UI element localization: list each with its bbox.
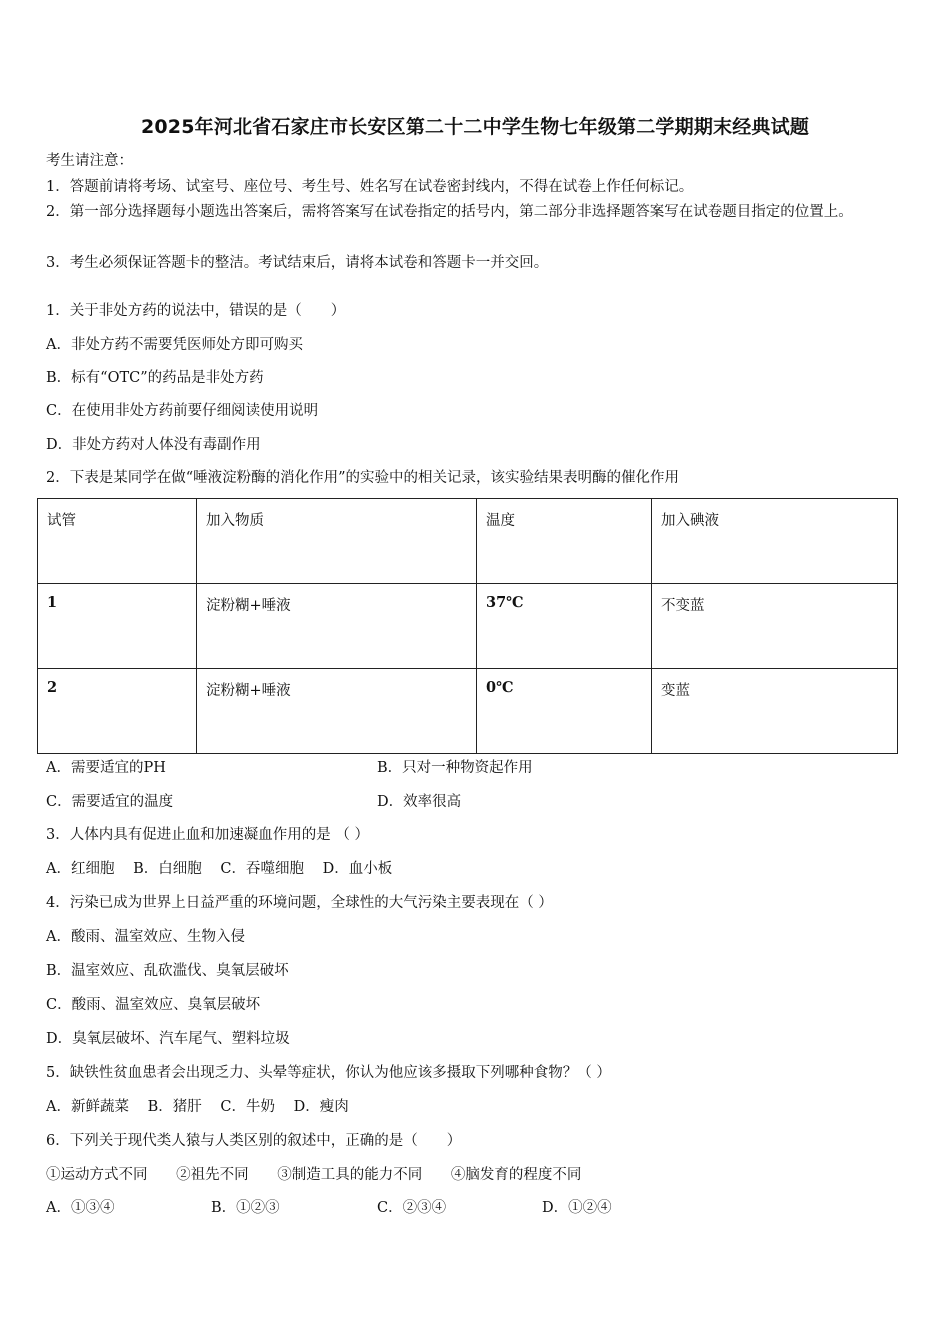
q6-statements (46, 1165, 581, 1185)
notice-item: 1．答题前请将考场、试室号、座位号、考生号、姓名写在试卷密封线内，不得在试卷上作任何标记。 (46, 179, 694, 195)
q1-stem: 1．关于非处方药的说法中，错误的是（ ） (46, 303, 346, 319)
q6-statement: ④脑发育的程度不同 (450, 1167, 582, 1183)
table-cell: 淀粉糊+唾液 (197, 669, 477, 754)
q3-option: D．血小板 (322, 861, 393, 877)
q2-table (37, 498, 898, 754)
q6-option: D．①②④ (542, 1200, 612, 1216)
q4-option: D．臭氧层破坏、汽车尾气、塑料垃圾 (46, 1031, 290, 1047)
q6-option: C．②③④ (377, 1200, 447, 1216)
notice-item: 2．第一部分选择题每小题选出答案后，需将答案写在试卷指定的括号内，第二部分非选择题答案写在试卷题目指定的位置上。 (46, 204, 853, 220)
q6-stem: 6．下列关于现代类人猿与人类区别的叙述中，正确的是（ ） (46, 1133, 462, 1149)
q5-option: C．牛奶 (220, 1099, 275, 1115)
q5-options (46, 1097, 349, 1117)
q2-option: A．需要适宜的PH (46, 760, 166, 776)
q4-option: A．酸雨、温室效应、生物入侵 (46, 929, 245, 945)
q1-option: C．在使用非处方药前要仔细阅读使用说明 (46, 403, 319, 419)
q4-option: C．酸雨、温室效应、臭氧层破坏 (46, 997, 261, 1013)
q5-stem: 5．缺铁性贫血患者会出现乏力、头晕等症状，你认为他应该多摄取下列哪种食物？（ ） (46, 1065, 611, 1081)
q1-option: D．非处方药对人体没有毒副作用 (46, 437, 261, 453)
q1-option: A．非处方药不需要凭医师处方即可购买 (46, 337, 303, 353)
q2-stem: 2．下表是某同学在做“唾液淀粉酶的消化作用”的实验中的相关记录，该实验结果表明酶的催化作用 (46, 470, 680, 486)
table-row (38, 669, 898, 754)
table-cell: 不变蓝 (652, 584, 898, 669)
table-cell: 变蓝 (652, 669, 898, 754)
table-header-cell: 试管 (38, 499, 197, 584)
q6-statement: ①运动方式不同 (46, 1167, 148, 1183)
q6-statement: ②祖先不同 (176, 1167, 249, 1183)
table-header-cell: 温度 (477, 499, 652, 584)
q2-option: D．效率很高 (377, 794, 462, 810)
q3-option: B．白细胞 (133, 861, 202, 877)
notice-heading: 考生请注意： (46, 153, 133, 169)
page-title: 2025年河北省石家庄市长安区第二十二中学生物七年级第二学期期末经典试题 (140, 116, 810, 138)
q5-option: B．猪肝 (147, 1099, 202, 1115)
table-header-row (38, 499, 898, 584)
table-cell: 0℃ (477, 669, 652, 754)
table-cell: 淀粉糊+唾液 (197, 584, 477, 669)
q3-option: C．吞噬细胞 (220, 861, 304, 877)
table-row (38, 584, 898, 669)
q3-stem: 3．人体内具有促进止血和加速凝血作用的是 （ ） (46, 827, 369, 843)
q5-option: A．新鲜蔬菜 (46, 1099, 129, 1115)
q3-options (46, 859, 392, 879)
table-cell: 1 (38, 584, 197, 669)
table-header-cell: 加入物质 (197, 499, 477, 584)
table-cell: 2 (38, 669, 197, 754)
q3-option: A．红细胞 (46, 861, 115, 877)
q6-option: B．①②③ (211, 1200, 280, 1216)
q6-statement: ③制造工具的能力不同 (277, 1167, 423, 1183)
q5-option: D．瘦肉 (293, 1099, 349, 1115)
table-header-cell: 加入碘液 (652, 499, 898, 584)
q6-option: A．①③④ (46, 1200, 115, 1216)
q1-option: B．标有“OTC”的药品是非处方药 (46, 370, 264, 386)
q2-option: B．只对一种物资起作用 (377, 760, 533, 776)
table-cell: 37℃ (477, 584, 652, 669)
notice-item: 3．考生必须保证答题卡的整洁。考试结束后，请将本试卷和答题卡一并交回。 (46, 255, 549, 271)
q4-stem: 4．污染已成为世界上日益严重的环境问题，全球性的大气污染主要表现在（ ） (46, 895, 553, 911)
q4-option: B．温室效应、乱砍滥伐、臭氧层破坏 (46, 963, 289, 979)
q2-option: C．需要适宜的温度 (46, 794, 174, 810)
